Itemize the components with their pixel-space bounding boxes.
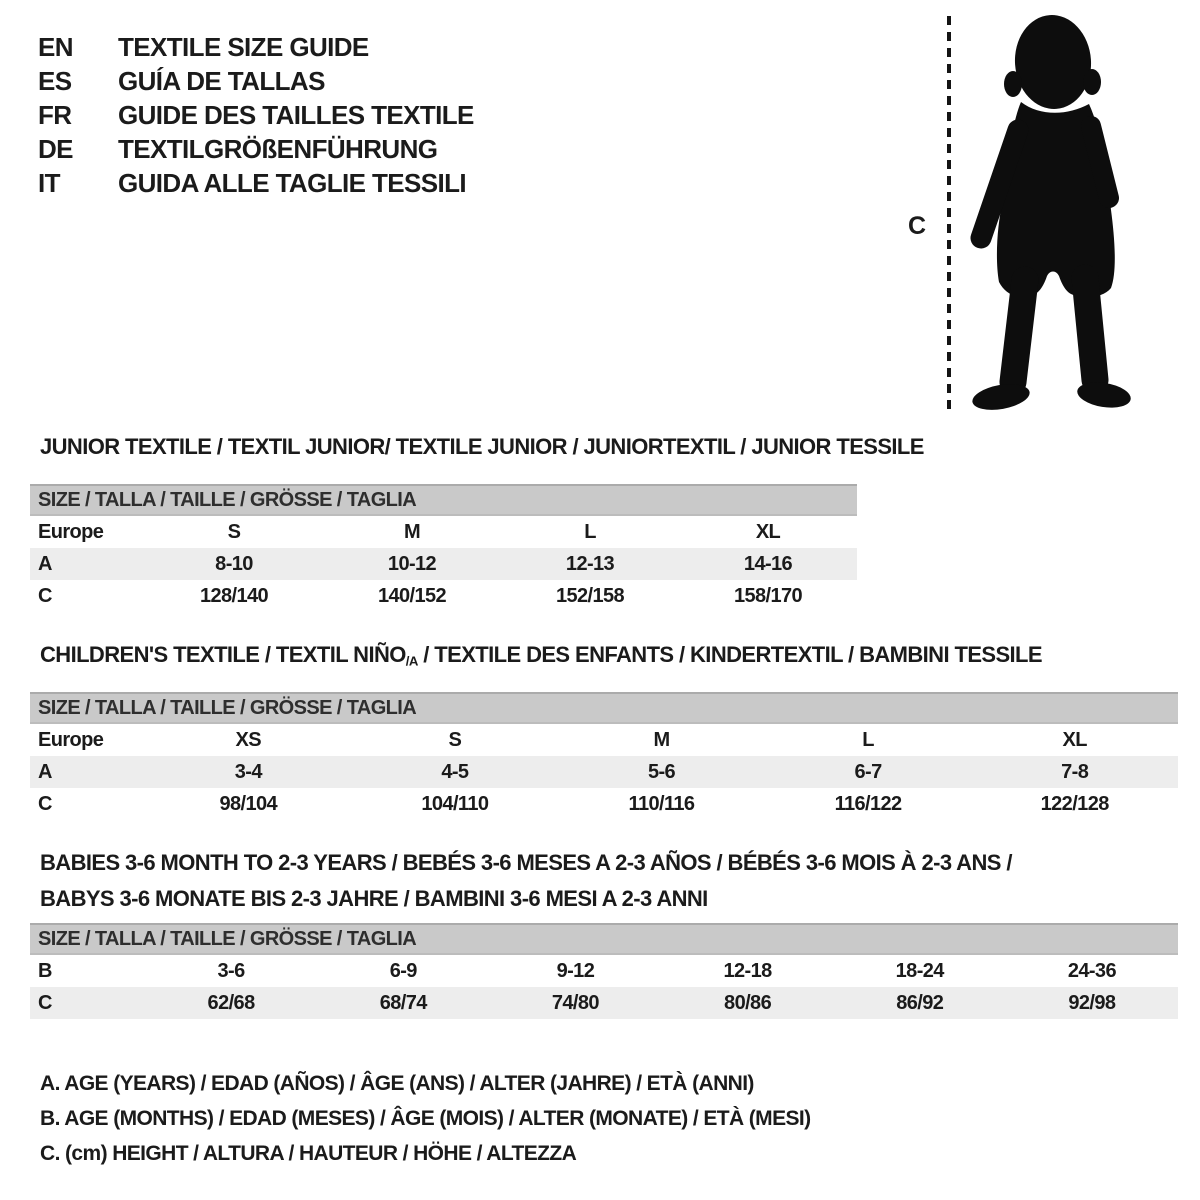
- table-cell: 12-13: [565, 552, 615, 575]
- junior-section-heading: JUNIOR TEXTILE / TEXTIL JUNIOR/ TEXTILE JUNIOR / JUNIORTEXTIL / JUNIOR TESSILE: [40, 434, 924, 459]
- table-cell: 68/74: [379, 991, 427, 1014]
- lang-label: TEXTILE SIZE GUIDE: [118, 31, 369, 62]
- lang-row-es: [38, 64, 474, 98]
- table-cell: 5-6: [647, 760, 676, 783]
- toddler-silhouette-icon: [963, 10, 1141, 418]
- babies-size-table: [30, 923, 1178, 1019]
- table-cell: XS: [235, 728, 262, 751]
- table-cell: 18-24: [895, 959, 944, 982]
- babies-table-rows: [30, 955, 1178, 1019]
- lang-code: IT: [38, 167, 60, 198]
- table-cell: L: [862, 728, 874, 751]
- table-cell: 9-12: [556, 959, 595, 982]
- lang-label: TEXTILGRÖßENFÜHRUNG: [118, 133, 438, 164]
- table-row: [30, 548, 857, 580]
- row-label: C: [38, 584, 52, 607]
- row-label: C: [38, 792, 52, 815]
- lang-row-en: [38, 30, 474, 64]
- lang-label: GUIDE DES TAILLES TEXTILE: [118, 99, 474, 130]
- table-cell: 10-12: [387, 552, 437, 575]
- lang-code: DE: [38, 133, 73, 164]
- height-dashed-line: [947, 16, 951, 414]
- table-cell: 86/92: [896, 991, 944, 1014]
- junior-size-table: [30, 484, 857, 612]
- table-cell: 7-8: [1061, 760, 1089, 783]
- footnote-a: A. AGE (YEARS) / EDAD (AÑOS) / ÂGE (ANS) / ALTER (JAHRE) / ETÀ (ANNI): [40, 1072, 754, 1095]
- footnote-b: B. AGE (MONTHS) / EDAD (MESES) / ÂGE (MOIS) / ALTER (MONATE) / ETÀ (MESI): [40, 1107, 811, 1130]
- table-row: [30, 724, 1178, 756]
- table-row: [30, 756, 1178, 788]
- footnotes: [40, 1066, 811, 1171]
- table-row: [30, 987, 1178, 1019]
- table-cell: 8-10: [215, 552, 253, 575]
- children-heading-post: / TEXTILE DES ENFANTS / KINDERTEXTIL / BAMBINI TESSILE: [417, 642, 1042, 667]
- table-cell: 74/80: [551, 991, 599, 1014]
- size-header-bar: SIZE / TALLA / TAILLE / GRÖSSE / TAGLIA: [30, 692, 1178, 724]
- table-cell: 104/110: [421, 792, 489, 815]
- lang-row-de: [38, 132, 474, 166]
- table-cell: 4-5: [441, 760, 469, 783]
- children-size-table: [30, 692, 1178, 820]
- lang-code: EN: [38, 31, 73, 62]
- table-cell: 6-9: [389, 959, 417, 982]
- table-row: [30, 516, 857, 548]
- table-cell: 116/122: [834, 792, 902, 815]
- table-row: [30, 580, 857, 612]
- row-label: Europe: [38, 520, 104, 543]
- table-row: [30, 788, 1178, 820]
- height-measure-label: C: [908, 212, 926, 240]
- table-cell: 62/68: [207, 991, 255, 1014]
- lang-code: FR: [38, 99, 72, 130]
- children-table-rows: [30, 724, 1178, 820]
- junior-table-rows: [30, 516, 857, 612]
- row-label: A: [38, 552, 52, 575]
- row-label: Europe: [38, 728, 104, 751]
- table-cell: XL: [1062, 728, 1087, 751]
- table-cell: 158/170: [733, 584, 803, 607]
- size-header-bar: SIZE / TALLA / TAILLE / GRÖSSE / TAGLIA: [30, 484, 857, 516]
- table-cell: 12-18: [723, 959, 772, 982]
- table-cell: 98/104: [219, 792, 278, 815]
- table-cell: M: [653, 728, 670, 751]
- lang-code: ES: [38, 65, 72, 96]
- table-cell: 140/152: [377, 584, 447, 607]
- table-cell: 24-36: [1067, 959, 1116, 982]
- table-cell: 80/86: [724, 991, 772, 1014]
- lang-row-it: [38, 166, 474, 200]
- babies-section-heading-line2: BABYS 3-6 MONATE BIS 2-3 JAHRE / BAMBINI 3-6 MESI A 2-3 ANNI: [40, 886, 708, 911]
- table-row: [30, 955, 1178, 987]
- lang-label: GUIDA ALLE TAGLIE TESSILI: [118, 167, 467, 198]
- row-label: C: [38, 991, 52, 1014]
- table-cell: 122/128: [1040, 792, 1109, 815]
- table-cell: 3-6: [217, 959, 245, 982]
- table-cell: 110/116: [628, 792, 695, 815]
- table-cell: XL: [755, 520, 781, 543]
- table-cell: 14-16: [743, 552, 793, 575]
- lang-label: GUÍA DE TALLAS: [118, 65, 325, 96]
- row-label: B: [38, 959, 52, 982]
- size-header-bar: SIZE / TALLA / TAILLE / GRÖSSE / TAGLIA: [30, 923, 1178, 955]
- table-cell: L: [584, 520, 596, 543]
- table-cell: 152/158: [555, 584, 625, 607]
- babies-section-heading-line1: BABIES 3-6 MONTH TO 2-3 YEARS / BEBÉS 3-6 MESES A 2-3 AÑOS / BÉBÉS 3-6 MOIS À 2-3 ANS /: [40, 850, 1012, 875]
- table-cell: M: [403, 520, 421, 543]
- lang-row-fr: [38, 98, 474, 132]
- table-cell: S: [227, 520, 241, 543]
- language-list: [38, 30, 474, 200]
- table-cell: 92/98: [1068, 991, 1116, 1014]
- footnote-c: C. (cm) HEIGHT / ALTURA / HAUTEUR / HÖHE / ALTEZZA: [40, 1142, 577, 1165]
- table-cell: 3-4: [234, 760, 262, 783]
- row-label: A: [38, 760, 52, 783]
- children-heading-sub: /A: [405, 653, 418, 669]
- table-cell: 6-7: [854, 760, 882, 783]
- children-section-heading: [40, 642, 1042, 668]
- table-cell: 128/140: [199, 584, 269, 607]
- children-heading-pre: CHILDREN'S TEXTILE / TEXTIL NIÑO: [40, 642, 406, 667]
- table-cell: S: [448, 728, 462, 751]
